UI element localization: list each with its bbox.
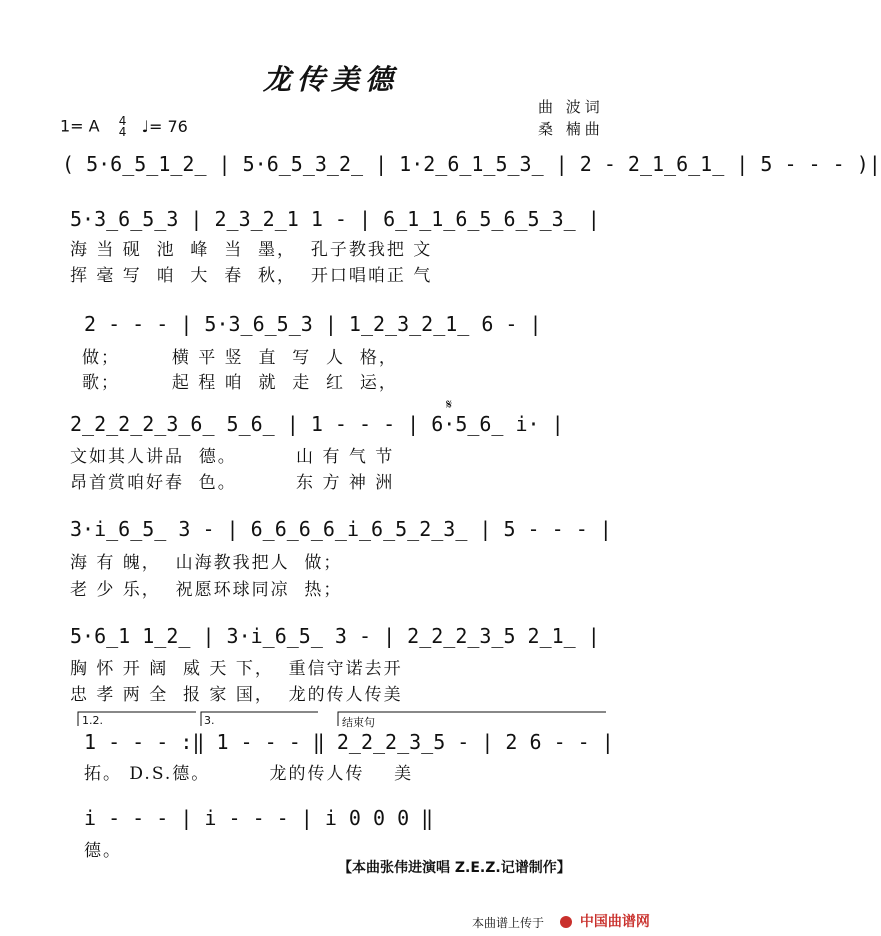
score-row-7: 1 - - - :‖ 1 - - - ‖ 2̲2̲2̲3̲5 - | 2 6 - - | bbox=[84, 730, 614, 754]
logo-icon bbox=[560, 916, 572, 928]
score-row-1: ( 5·6̲5̲1̲2̲ | 5·6̲5̲3̲2̲ | 1·2̲6̲1̲5̲3̲ | 2 - 2̲1̲6̲1̲ | 5 - - - )| bbox=[62, 152, 881, 176]
upload-note: 本曲谱上传于 bbox=[472, 916, 545, 930]
lyric-row-6b: 忠 孝 两 全 报 家 国， 龙的传人传美 bbox=[70, 685, 403, 705]
score-row-3: 2 - - - | 5·3̲6̲5̲3 | 1̲2̲3̲2̲1̲ 6 - | bbox=[84, 312, 542, 336]
lyric-row-2a: 海 当 砚 池 峰 当 墨， 孔子教我把 文 bbox=[70, 240, 433, 260]
score-row-5: 3·i̲6̲5̲ 3 - | 6̲6̲6̲6̲i̲6̲5̲2̲3̲ | 5 - - - | bbox=[70, 517, 612, 541]
score-row-8: i - - - | i - - - | i 0 0 0 ‖ bbox=[84, 806, 434, 830]
composer-credit: 桑 楠曲 bbox=[538, 120, 604, 138]
lyric-row-3a: 做； 横 平 竖 直 写 人 格， bbox=[82, 348, 398, 368]
lyric-row-4b: 昂首赏咱好春 色。 东 方 神 洲 bbox=[70, 473, 395, 493]
page-title: 龙传美德 bbox=[262, 63, 399, 96]
lyric-row-7a: 拓。 D.S.德。 龙的传人传 美 bbox=[84, 764, 414, 784]
volta-third-label: 3. bbox=[204, 714, 215, 727]
lyric-row-5b: 老 少 乐， 祝愿环球同凉 热； bbox=[70, 580, 343, 600]
time-bottom: 4 bbox=[118, 125, 127, 139]
score-row-2: 5·3̲6̲5̲3 | 2̲3̲2̲1 1 - | 6̲1̲1̲6̲5̲6̲5̲3̲ | bbox=[70, 207, 600, 231]
key-text: 1= A bbox=[60, 116, 100, 136]
lyric-row-8a: 德。 bbox=[84, 841, 122, 861]
lyric-row-2b: 挥 毫 写 咱 大 春 秋， 开口唱咱正 气 bbox=[70, 266, 433, 286]
site-logo[interactable] bbox=[560, 911, 650, 931]
tempo-mark: ♩= 76 bbox=[141, 116, 188, 136]
score-row-6: 5·6̲1 1̲2̲ | 3·i̲6̲5̲ 3 - | 2̲2̲2̲3̲5 2̲1̲ | bbox=[70, 624, 600, 648]
lyric-row-3b: 歌； 起 程 咱 就 走 红 运， bbox=[82, 373, 398, 393]
volta-first-label: 1.2. bbox=[82, 714, 103, 727]
score-row-4: 2̲2̲2̲2̲3̲6̲ 5̲6̲ | 1 - - - | 6·5̲6̲ i· | bbox=[70, 412, 564, 436]
performer-credit: 【本曲张伟进演唱 Z.E.Z.记谱制作】 bbox=[338, 860, 571, 876]
lyric-row-6a: 胸 怀 开 阔 威 天 下， 重信守诺去开 bbox=[70, 659, 403, 679]
lyric-row-4a: 文如其人讲品 德。 山 有 气 节 bbox=[70, 447, 395, 467]
lyricist-credit: 曲 波词 bbox=[538, 98, 604, 116]
lyric-row-5a: 海 有 魄， 山海教我把人 做； bbox=[70, 553, 343, 573]
logo-text: 中国曲谱网 bbox=[579, 914, 650, 930]
ending-label: 结束句 bbox=[342, 716, 375, 729]
segno-mark: 𝄋 bbox=[446, 397, 453, 413]
time-top: 4 bbox=[118, 114, 127, 128]
